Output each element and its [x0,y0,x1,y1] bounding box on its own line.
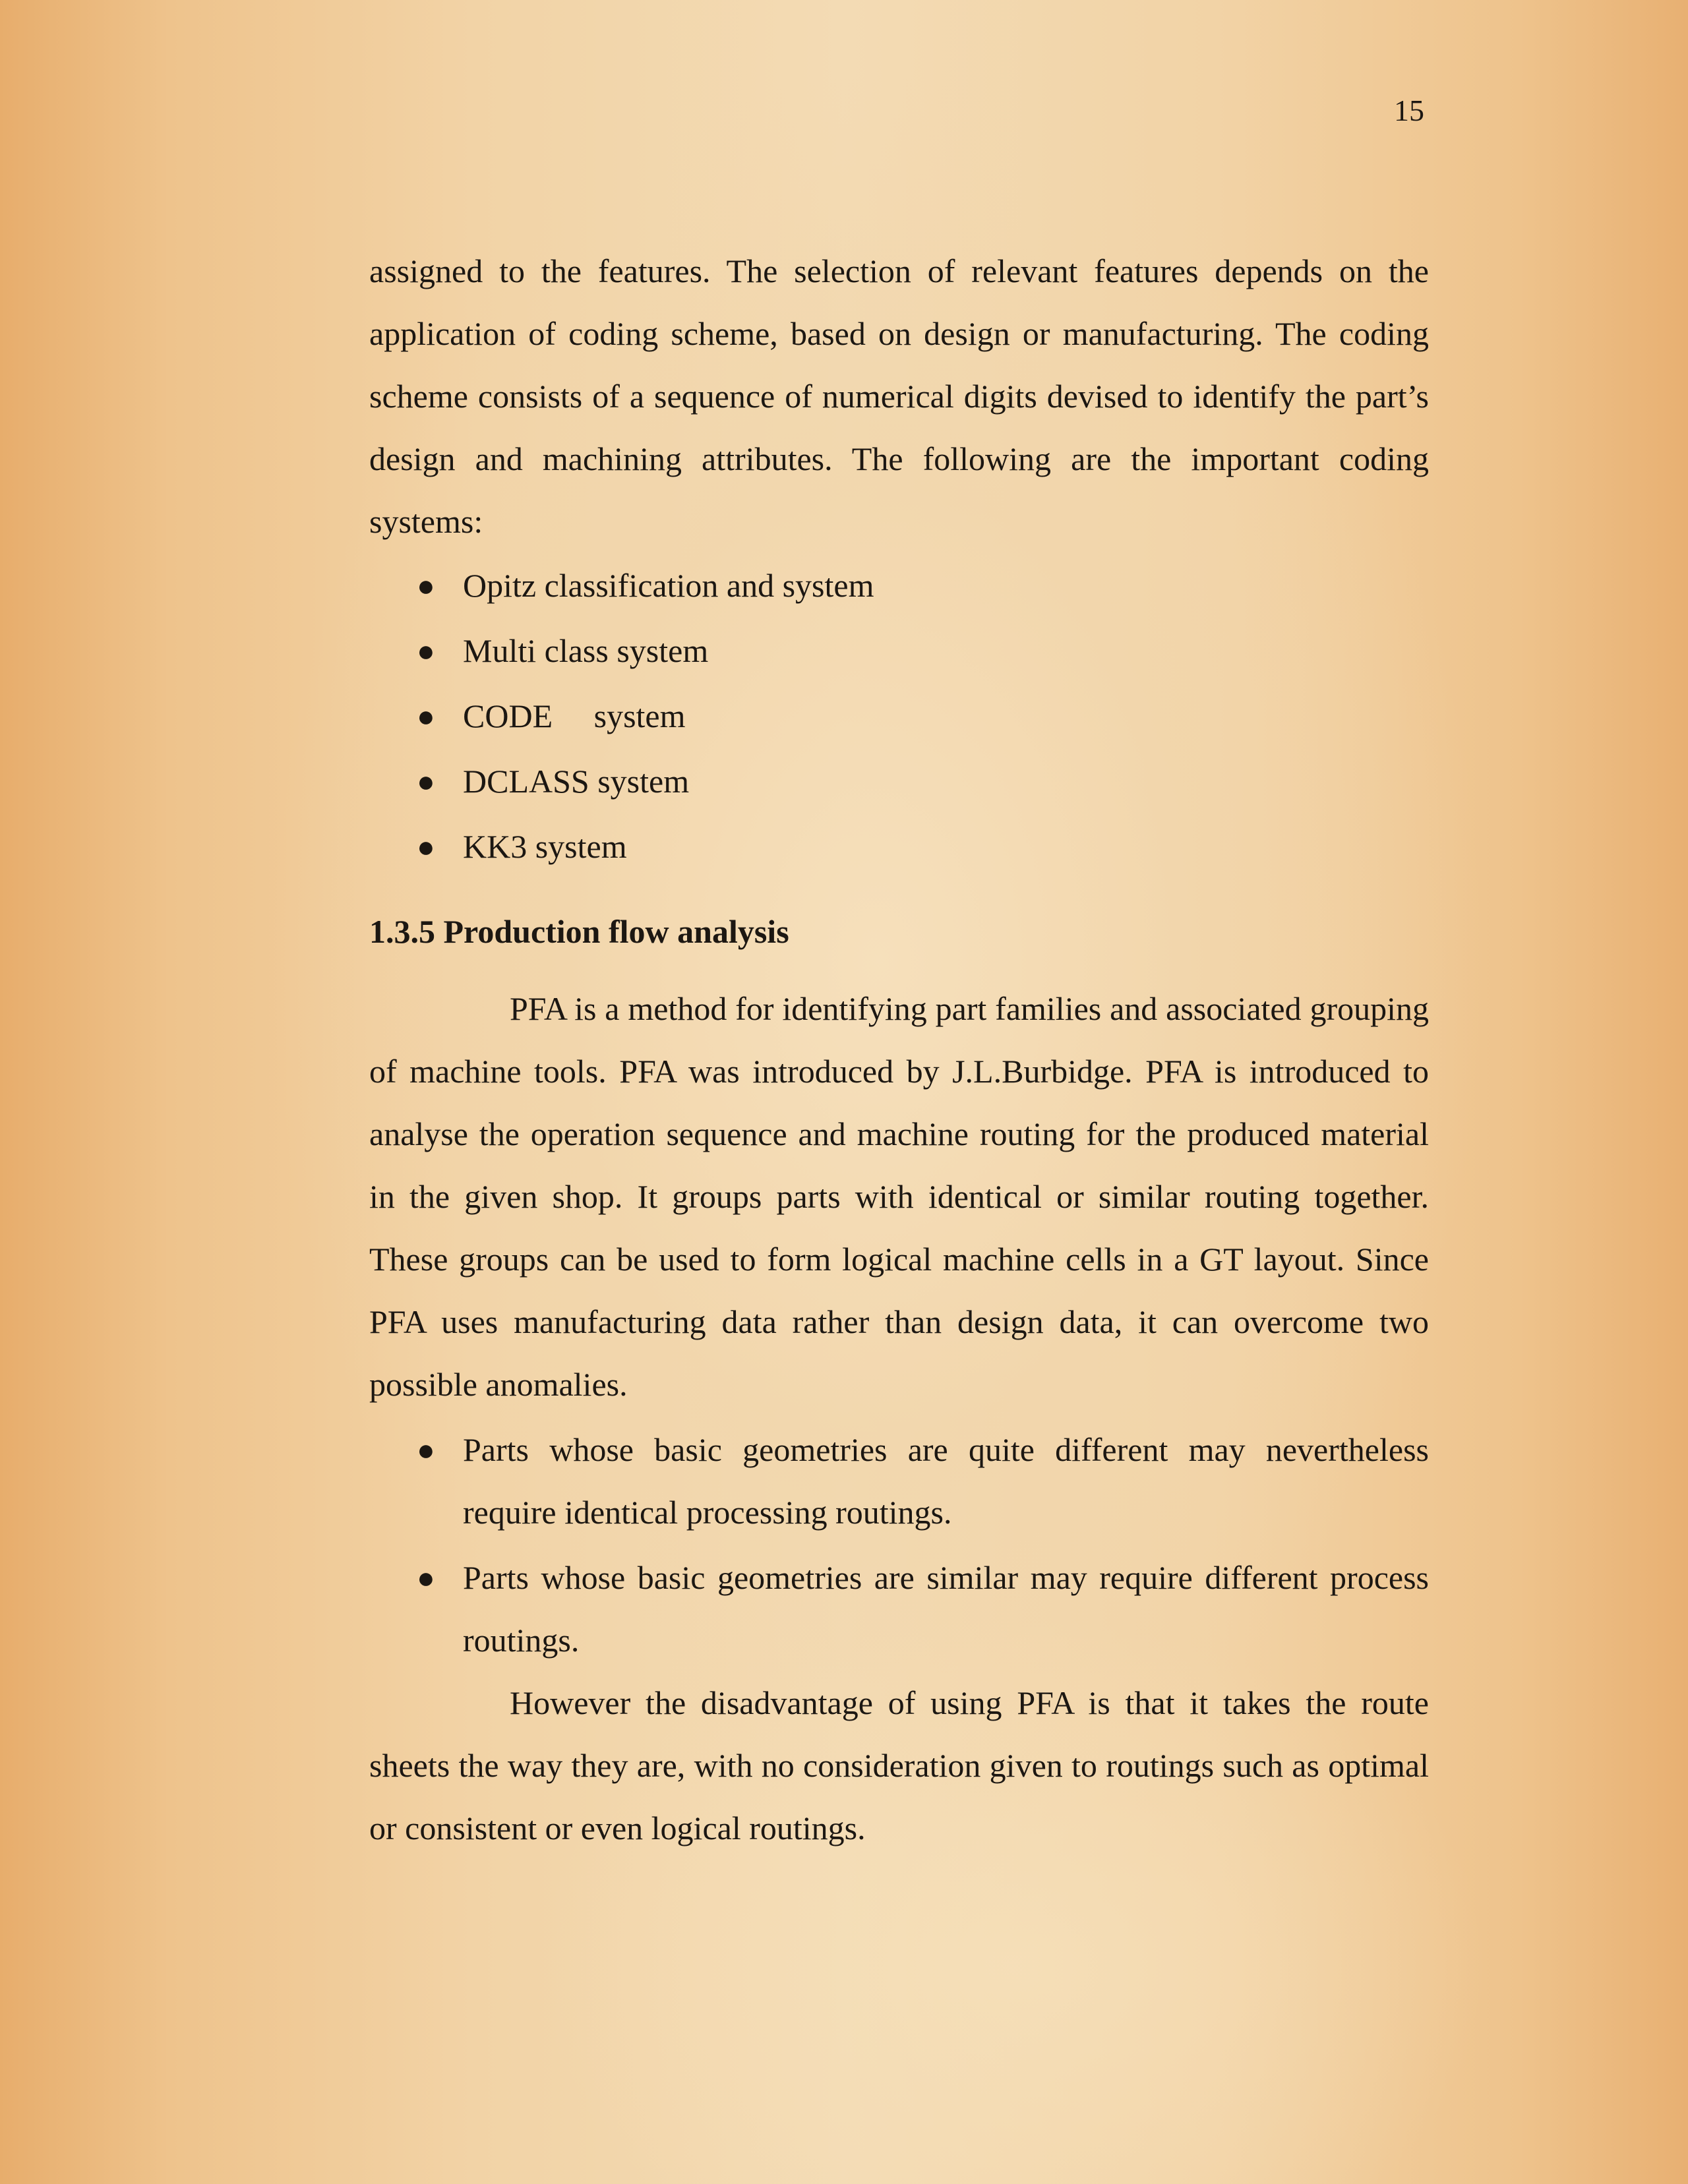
anomaly-text: Parts whose basic geometries are similar may require different process routings. [463,1559,1429,1659]
page-number: 15 [1394,94,1424,127]
list-item [369,1547,1429,1672]
intro-paragraph: assigned to the features. The selection of relevant features depends on the application of coding scheme, based on design or manufacturing. The coding scheme consists of a sequence of numerical digits devised to identify the part’s design and machining attributes. The following are the important coding systems: [369,252,1429,540]
bullet-icon: ● [417,1433,435,1467]
anomalies-list [369,1419,1429,1672]
pfa-paragraph: PFA is a method for identifying part families and associated grouping of machine tools. PFA was introduced by J.L.Burbidge. PFA is introduced to analyse the operation sequence and machine routing for the produced material in the given shop. It groups parts with identical or similar routing together. These groups can be used to form logical machine cells in a GT layout. Since PFA uses manufacturing data rather than design data, it can overcome two possible anomalies. [369,990,1429,1403]
bullet-icon: ● [417,699,435,733]
coding-system-label: DCLASS system [463,763,690,800]
bullet-icon: ● [417,634,435,668]
list-item [369,553,1429,618]
disadvantage-paragraph: However the disadvantage of using PFA is that it takes the route sheets the way they are, with no consideration given to routings such as optimal or consistent or even logical routings. [369,1684,1429,1846]
list-item [369,684,1429,749]
page-content [369,240,1429,1860]
coding-system-label: KK3 system [463,828,627,865]
section-heading: 1.3.5 Production flow analysis [369,913,789,950]
coding-systems-list [369,553,1429,879]
anomaly-text: Parts whose basic geometries are quite different may nevertheless require identical processing routings. [463,1431,1429,1531]
coding-system-label: Opitz classification and system [463,567,874,604]
coding-system-label: CODE system [463,697,686,734]
list-item [369,1419,1429,1544]
list-item [369,814,1429,879]
bullet-icon: ● [417,569,435,603]
bullet-icon: ● [417,765,435,798]
coding-system-label: Multi class system [463,632,709,669]
list-item [369,618,1429,684]
bullet-icon: ● [417,830,435,864]
list-item [369,749,1429,814]
bullet-icon: ● [417,1561,435,1595]
